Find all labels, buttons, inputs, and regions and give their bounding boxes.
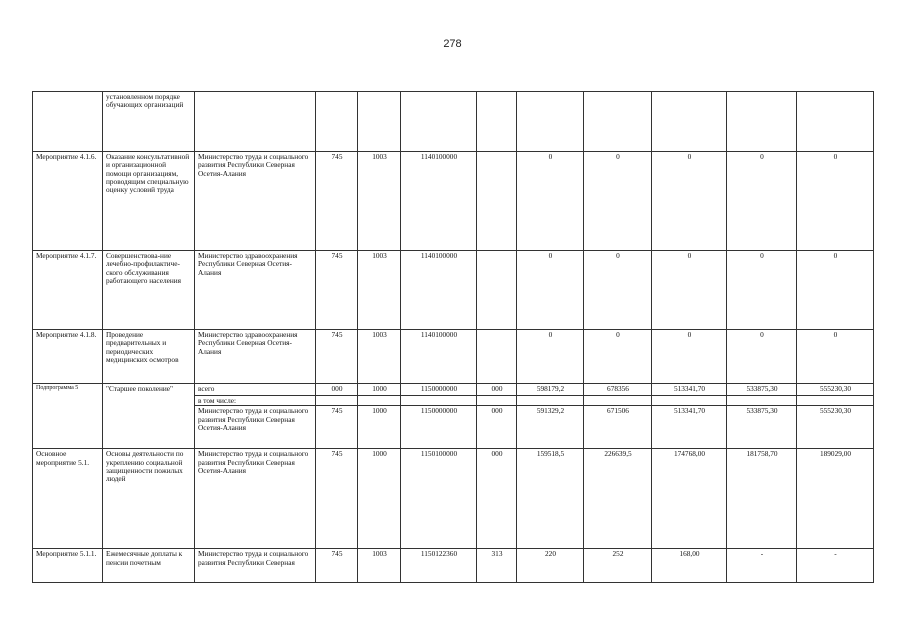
table-row [33, 251, 874, 330]
cell-value: 0 [584, 330, 652, 384]
cell-vr [477, 92, 517, 152]
cell-vr [477, 330, 517, 384]
cell-executor: Министерство труда и социального развития Республики Северная Осетия-Алания [195, 152, 316, 251]
cell-rzpr: 1003 [358, 152, 401, 251]
cell-vr: 313 [477, 549, 517, 583]
cell-value [727, 92, 797, 152]
cell-description: Ежемесячные доплаты к пенсии почетным [103, 549, 195, 583]
cell-description: установленном порядке обучающих организаций [103, 92, 195, 152]
cell-executor: Министерство труда и социального развития Республики Северная [195, 549, 316, 583]
cell-value: 0 [797, 152, 874, 251]
cell-value: - [797, 549, 874, 583]
cell-value: 0 [727, 152, 797, 251]
cell-value: 0 [517, 330, 584, 384]
cell-csr: 1140100000 [401, 330, 477, 384]
cell-event [33, 92, 103, 152]
cell-csr: 1150000000 [401, 384, 477, 396]
cell-executor: Министерство труда и социального развития Республики Северная Осетия-Алания [195, 449, 316, 549]
cell-value: 555230,30 [797, 384, 874, 396]
cell-value: 0 [652, 330, 727, 384]
subprogram-total-row [33, 384, 874, 396]
table-row [33, 549, 874, 583]
cell-value: 174768,00 [652, 449, 727, 549]
cell-value: 591329,2 [517, 406, 584, 449]
page-number: 278 [443, 38, 462, 50]
cell-csr: 1150100000 [401, 449, 477, 549]
cell-value: 252 [584, 549, 652, 583]
cell-value: 226639,5 [584, 449, 652, 549]
cell-value: 555230,30 [797, 406, 874, 449]
cell-csr [401, 92, 477, 152]
table-row [33, 330, 874, 384]
cell-grbs: 745 [316, 549, 358, 583]
cell-vr [477, 251, 517, 330]
cell-rzpr [358, 92, 401, 152]
cell-value [652, 92, 727, 152]
cell-grbs: 000 [316, 384, 358, 396]
cell-csr: 1150000000 [401, 406, 477, 449]
cell-grbs: 745 [316, 330, 358, 384]
cell-value: 513341,70 [652, 384, 727, 396]
table-row [33, 152, 874, 251]
table-row [33, 92, 874, 152]
cell-value: 159518,5 [517, 449, 584, 549]
cell-value [584, 92, 652, 152]
cell-grbs: 745 [316, 251, 358, 330]
cell-value: 0 [584, 152, 652, 251]
cell-value [797, 92, 874, 152]
cell-value: 0 [727, 330, 797, 384]
cell-value: 0 [652, 251, 727, 330]
cell-grbs: 745 [316, 449, 358, 549]
cell-vr: 000 [477, 406, 517, 449]
cell-grbs: 745 [316, 152, 358, 251]
cell-value: 671506 [584, 406, 652, 449]
cell-executor: Министерство здравоохранения Республики Северная Осетия-Алания [195, 251, 316, 330]
cell-csr: 1140100000 [401, 152, 477, 251]
cell-value: 0 [727, 251, 797, 330]
cell-value: 533875,30 [727, 406, 797, 449]
cell-grbs: 745 [316, 406, 358, 449]
cell-rzpr: 1000 [358, 406, 401, 449]
cell-csr: 1150122360 [401, 549, 477, 583]
cell-executor: Министерство труда и социального развития Республики Северная Осетия-Алания [195, 406, 316, 449]
cell-executor: всего [195, 384, 316, 396]
cell-value: 0 [797, 251, 874, 330]
cell-rzpr: 1000 [358, 384, 401, 396]
cell-value: 678356 [584, 384, 652, 396]
cell-value: 0 [517, 251, 584, 330]
cell-value: 168,00 [652, 549, 727, 583]
cell-value: 0 [797, 330, 874, 384]
cell-rzpr: 1003 [358, 549, 401, 583]
table-row [33, 449, 874, 549]
cell-value: 189029,00 [797, 449, 874, 549]
cell-value: 533875,30 [727, 384, 797, 396]
including-label: в том числе: [195, 396, 316, 406]
cell-event: Основное мероприятие 5.1. [33, 449, 103, 549]
cell-csr: 1140100000 [401, 251, 477, 330]
cell-value: 598179,2 [517, 384, 584, 396]
cell-value: 0 [652, 152, 727, 251]
cell-value: 220 [517, 549, 584, 583]
cell-executor [195, 92, 316, 152]
subprogram-title: "Старшее поколение" [103, 384, 195, 449]
cell-rzpr: 1003 [358, 251, 401, 330]
cell-executor: Министерство здравоохранения Республики Северная Осетия-Алания [195, 330, 316, 384]
cell-value: - [727, 549, 797, 583]
cell-grbs [316, 92, 358, 152]
cell-value: 513341,70 [652, 406, 727, 449]
cell-value: 0 [584, 251, 652, 330]
cell-rzpr: 1000 [358, 449, 401, 549]
cell-value: 0 [517, 152, 584, 251]
cell-event: Мероприятие 4.1.8. [33, 330, 103, 384]
budget-table [32, 91, 874, 583]
cell-description: Совершенствова-ние лечебно-профилактиче-ского обслуживания работающего населения [103, 251, 195, 330]
cell-vr: 000 [477, 384, 517, 396]
cell-rzpr: 1003 [358, 330, 401, 384]
cell-event: Мероприятие 4.1.7. [33, 251, 103, 330]
cell-description: Оказание консультативной и организационной помощи организациям, проводящим специальную оценку условий труда [103, 152, 195, 251]
cell-vr: 000 [477, 449, 517, 549]
cell-value [517, 92, 584, 152]
cell-description: Основы деятельности по укреплению социальной защищенности пожилых людей [103, 449, 195, 549]
subprogram-label: Подпрограмма 5 [33, 384, 103, 449]
cell-description: Проведение предварительных и периодических медицинских осмотров [103, 330, 195, 384]
cell-event: Мероприятие 5.1.1. [33, 549, 103, 583]
cell-event: Мероприятие 4.1.6. [33, 152, 103, 251]
cell-value: 181758,70 [727, 449, 797, 549]
cell-vr [477, 152, 517, 251]
